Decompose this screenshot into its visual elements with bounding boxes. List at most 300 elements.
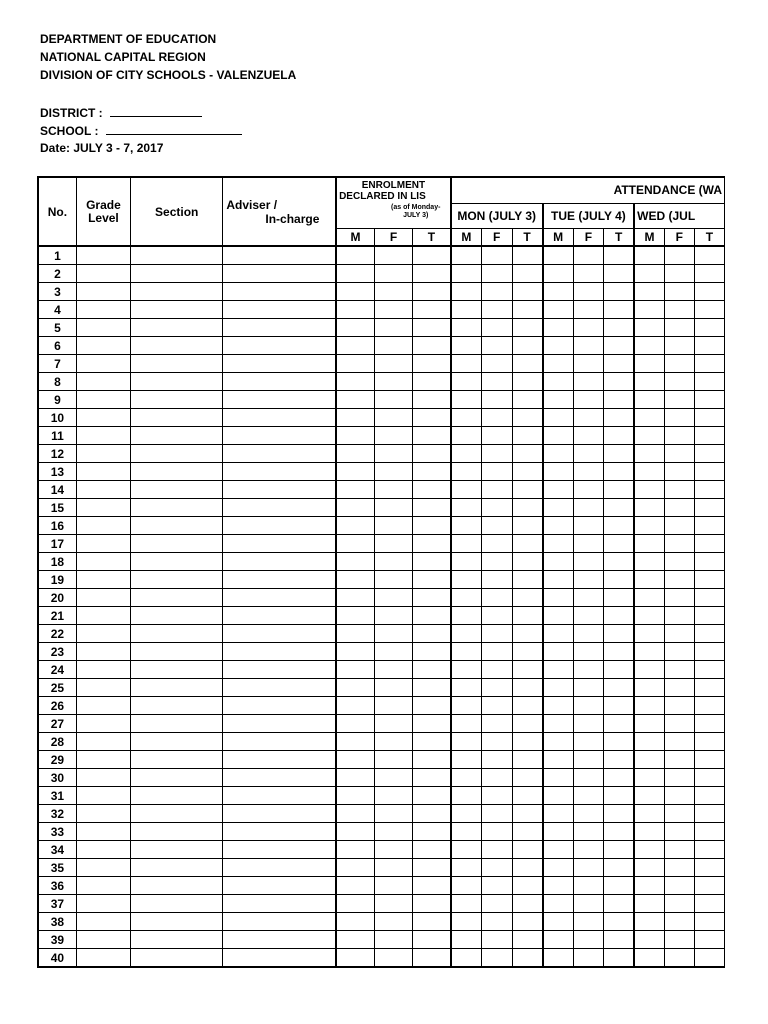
table-cell[interactable] xyxy=(634,337,664,355)
table-cell[interactable] xyxy=(664,661,694,679)
table-cell[interactable] xyxy=(512,246,543,265)
table-cell[interactable] xyxy=(604,913,635,931)
table-cell[interactable] xyxy=(451,535,482,553)
table-cell[interactable] xyxy=(76,283,130,301)
table-cell[interactable] xyxy=(634,535,664,553)
table-cell[interactable] xyxy=(413,949,451,968)
table-cell[interactable] xyxy=(76,553,130,571)
table-cell[interactable] xyxy=(131,913,223,931)
table-cell[interactable] xyxy=(573,355,603,373)
table-cell[interactable] xyxy=(512,895,543,913)
table-cell[interactable] xyxy=(336,535,374,553)
table-cell[interactable] xyxy=(374,535,412,553)
table-cell[interactable] xyxy=(76,625,130,643)
table-cell[interactable] xyxy=(223,751,336,769)
table-cell[interactable] xyxy=(694,661,724,679)
table-cell[interactable] xyxy=(694,877,724,895)
table-cell[interactable] xyxy=(694,265,724,283)
table-cell[interactable] xyxy=(664,355,694,373)
table-cell[interactable] xyxy=(413,571,451,589)
table-cell[interactable] xyxy=(512,625,543,643)
table-cell[interactable] xyxy=(664,895,694,913)
table-cell[interactable] xyxy=(336,697,374,715)
table-cell[interactable] xyxy=(543,391,574,409)
table-cell[interactable] xyxy=(76,265,130,283)
table-cell[interactable] xyxy=(374,607,412,625)
table-cell[interactable] xyxy=(604,246,635,265)
table-cell[interactable] xyxy=(694,319,724,337)
table-cell[interactable] xyxy=(573,246,603,265)
table-cell[interactable] xyxy=(223,589,336,607)
table-cell[interactable] xyxy=(512,877,543,895)
table-cell[interactable] xyxy=(374,733,412,751)
table-cell[interactable] xyxy=(543,246,574,265)
table-cell[interactable] xyxy=(374,913,412,931)
table-cell[interactable] xyxy=(374,661,412,679)
table-cell[interactable] xyxy=(374,265,412,283)
table-cell[interactable] xyxy=(694,751,724,769)
table-cell[interactable] xyxy=(223,877,336,895)
table-cell[interactable] xyxy=(604,283,635,301)
table-cell[interactable] xyxy=(76,427,130,445)
table-cell[interactable] xyxy=(512,553,543,571)
table-cell[interactable] xyxy=(131,319,223,337)
table-cell[interactable] xyxy=(481,679,512,697)
table-cell[interactable] xyxy=(604,409,635,427)
table-cell[interactable] xyxy=(413,859,451,877)
table-cell[interactable] xyxy=(604,589,635,607)
table-cell[interactable] xyxy=(604,931,635,949)
table-cell[interactable] xyxy=(76,373,130,391)
table-cell[interactable] xyxy=(413,445,451,463)
table-cell[interactable] xyxy=(664,823,694,841)
table-cell[interactable] xyxy=(131,301,223,319)
table-cell[interactable] xyxy=(223,823,336,841)
table-cell[interactable] xyxy=(604,391,635,409)
table-cell[interactable] xyxy=(694,283,724,301)
table-cell[interactable] xyxy=(512,337,543,355)
table-cell[interactable] xyxy=(336,715,374,733)
table-cell[interactable] xyxy=(481,391,512,409)
table-cell[interactable] xyxy=(481,733,512,751)
table-cell[interactable] xyxy=(131,841,223,859)
table-cell[interactable] xyxy=(223,409,336,427)
table-cell[interactable] xyxy=(634,679,664,697)
table-cell[interactable] xyxy=(694,553,724,571)
table-cell[interactable] xyxy=(131,463,223,481)
table-cell[interactable] xyxy=(413,319,451,337)
table-cell[interactable] xyxy=(451,841,482,859)
table-cell[interactable] xyxy=(131,859,223,877)
table-cell[interactable] xyxy=(451,697,482,715)
table-cell[interactable] xyxy=(413,553,451,571)
table-cell[interactable] xyxy=(694,517,724,535)
table-cell[interactable] xyxy=(694,805,724,823)
table-cell[interactable] xyxy=(694,499,724,517)
table-cell[interactable] xyxy=(223,931,336,949)
table-cell[interactable] xyxy=(76,499,130,517)
table-cell[interactable] xyxy=(131,517,223,535)
table-cell[interactable] xyxy=(336,607,374,625)
table-cell[interactable] xyxy=(604,877,635,895)
table-cell[interactable] xyxy=(336,751,374,769)
table-cell[interactable] xyxy=(512,481,543,499)
table-cell[interactable] xyxy=(413,246,451,265)
table-cell[interactable] xyxy=(481,823,512,841)
table-cell[interactable] xyxy=(634,301,664,319)
table-cell[interactable] xyxy=(543,697,574,715)
table-cell[interactable] xyxy=(76,571,130,589)
table-cell[interactable] xyxy=(664,751,694,769)
table-cell[interactable] xyxy=(451,517,482,535)
table-cell[interactable] xyxy=(451,589,482,607)
table-cell[interactable] xyxy=(374,517,412,535)
table-cell[interactable] xyxy=(131,409,223,427)
table-cell[interactable] xyxy=(664,409,694,427)
table-cell[interactable] xyxy=(543,607,574,625)
table-cell[interactable] xyxy=(694,715,724,733)
table-cell[interactable] xyxy=(694,679,724,697)
table-cell[interactable] xyxy=(694,769,724,787)
table-cell[interactable] xyxy=(604,481,635,499)
table-cell[interactable] xyxy=(336,931,374,949)
table-cell[interactable] xyxy=(664,805,694,823)
table-cell[interactable] xyxy=(604,805,635,823)
table-cell[interactable] xyxy=(573,535,603,553)
table-cell[interactable] xyxy=(374,445,412,463)
table-cell[interactable] xyxy=(131,715,223,733)
table-cell[interactable] xyxy=(223,265,336,283)
table-cell[interactable] xyxy=(76,589,130,607)
table-cell[interactable] xyxy=(512,355,543,373)
table-cell[interactable] xyxy=(694,787,724,805)
table-cell[interactable] xyxy=(374,246,412,265)
table-cell[interactable] xyxy=(694,427,724,445)
table-cell[interactable] xyxy=(481,949,512,968)
table-cell[interactable] xyxy=(481,409,512,427)
table-cell[interactable] xyxy=(634,319,664,337)
table-cell[interactable] xyxy=(76,787,130,805)
table-cell[interactable] xyxy=(223,607,336,625)
table-cell[interactable] xyxy=(374,787,412,805)
table-cell[interactable] xyxy=(664,913,694,931)
table-cell[interactable] xyxy=(512,697,543,715)
table-cell[interactable] xyxy=(573,283,603,301)
table-cell[interactable] xyxy=(131,427,223,445)
table-cell[interactable] xyxy=(543,589,574,607)
table-cell[interactable] xyxy=(336,769,374,787)
table-cell[interactable] xyxy=(131,391,223,409)
table-cell[interactable] xyxy=(336,301,374,319)
table-cell[interactable] xyxy=(374,769,412,787)
table-cell[interactable] xyxy=(451,319,482,337)
table-cell[interactable] xyxy=(336,787,374,805)
table-cell[interactable] xyxy=(664,337,694,355)
table-cell[interactable] xyxy=(76,661,130,679)
table-cell[interactable] xyxy=(694,445,724,463)
table-cell[interactable] xyxy=(131,481,223,499)
table-cell[interactable] xyxy=(76,931,130,949)
table-cell[interactable] xyxy=(481,283,512,301)
table-cell[interactable] xyxy=(374,571,412,589)
table-cell[interactable] xyxy=(481,499,512,517)
table-cell[interactable] xyxy=(223,571,336,589)
table-cell[interactable] xyxy=(573,499,603,517)
table-cell[interactable] xyxy=(512,733,543,751)
table-cell[interactable] xyxy=(451,553,482,571)
table-cell[interactable] xyxy=(604,895,635,913)
table-cell[interactable] xyxy=(451,445,482,463)
table-cell[interactable] xyxy=(223,427,336,445)
table-cell[interactable] xyxy=(374,553,412,571)
table-cell[interactable] xyxy=(573,463,603,481)
table-cell[interactable] xyxy=(451,391,482,409)
table-cell[interactable] xyxy=(451,769,482,787)
table-cell[interactable] xyxy=(481,265,512,283)
table-cell[interactable] xyxy=(336,283,374,301)
table-cell[interactable] xyxy=(634,787,664,805)
table-cell[interactable] xyxy=(336,319,374,337)
table-cell[interactable] xyxy=(512,517,543,535)
table-cell[interactable] xyxy=(76,877,130,895)
table-cell[interactable] xyxy=(634,715,664,733)
table-cell[interactable] xyxy=(664,571,694,589)
table-cell[interactable] xyxy=(573,589,603,607)
table-cell[interactable] xyxy=(694,895,724,913)
table-cell[interactable] xyxy=(543,319,574,337)
table-cell[interactable] xyxy=(481,715,512,733)
table-cell[interactable] xyxy=(336,841,374,859)
table-cell[interactable] xyxy=(543,499,574,517)
table-cell[interactable] xyxy=(76,823,130,841)
table-cell[interactable] xyxy=(481,246,512,265)
table-cell[interactable] xyxy=(634,445,664,463)
table-cell[interactable] xyxy=(634,697,664,715)
table-cell[interactable] xyxy=(694,481,724,499)
table-cell[interactable] xyxy=(76,607,130,625)
table-cell[interactable] xyxy=(374,895,412,913)
table-cell[interactable] xyxy=(604,355,635,373)
table-cell[interactable] xyxy=(543,949,574,968)
table-cell[interactable] xyxy=(604,949,635,968)
table-cell[interactable] xyxy=(694,589,724,607)
table-cell[interactable] xyxy=(336,463,374,481)
table-cell[interactable] xyxy=(604,535,635,553)
table-cell[interactable] xyxy=(451,643,482,661)
table-cell[interactable] xyxy=(223,715,336,733)
table-cell[interactable] xyxy=(481,571,512,589)
table-cell[interactable] xyxy=(131,895,223,913)
table-cell[interactable] xyxy=(451,679,482,697)
table-cell[interactable] xyxy=(664,859,694,877)
table-cell[interactable] xyxy=(481,877,512,895)
table-cell[interactable] xyxy=(512,607,543,625)
table-cell[interactable] xyxy=(451,265,482,283)
table-cell[interactable] xyxy=(543,571,574,589)
table-cell[interactable] xyxy=(512,661,543,679)
table-cell[interactable] xyxy=(604,697,635,715)
table-cell[interactable] xyxy=(374,625,412,643)
table-cell[interactable] xyxy=(76,246,130,265)
table-cell[interactable] xyxy=(374,463,412,481)
table-cell[interactable] xyxy=(634,733,664,751)
table-cell[interactable] xyxy=(451,823,482,841)
table-cell[interactable] xyxy=(694,373,724,391)
table-cell[interactable] xyxy=(573,445,603,463)
table-cell[interactable] xyxy=(336,895,374,913)
table-cell[interactable] xyxy=(634,391,664,409)
table-cell[interactable] xyxy=(374,931,412,949)
table-cell[interactable] xyxy=(512,319,543,337)
district-blank-line[interactable] xyxy=(110,105,202,117)
table-cell[interactable] xyxy=(451,751,482,769)
table-cell[interactable] xyxy=(543,661,574,679)
table-cell[interactable] xyxy=(512,715,543,733)
table-cell[interactable] xyxy=(573,751,603,769)
table-cell[interactable] xyxy=(223,445,336,463)
table-cell[interactable] xyxy=(664,931,694,949)
table-cell[interactable] xyxy=(604,643,635,661)
table-cell[interactable] xyxy=(512,643,543,661)
table-cell[interactable] xyxy=(451,481,482,499)
table-cell[interactable] xyxy=(512,445,543,463)
table-cell[interactable] xyxy=(336,265,374,283)
table-cell[interactable] xyxy=(451,409,482,427)
table-cell[interactable] xyxy=(664,553,694,571)
table-cell[interactable] xyxy=(374,283,412,301)
table-cell[interactable] xyxy=(664,715,694,733)
table-cell[interactable] xyxy=(481,445,512,463)
table-cell[interactable] xyxy=(336,517,374,535)
table-cell[interactable] xyxy=(481,841,512,859)
table-cell[interactable] xyxy=(374,697,412,715)
table-cell[interactable] xyxy=(223,949,336,968)
table-cell[interactable] xyxy=(512,949,543,968)
table-cell[interactable] xyxy=(451,607,482,625)
table-cell[interactable] xyxy=(374,589,412,607)
table-cell[interactable] xyxy=(694,607,724,625)
table-cell[interactable] xyxy=(131,877,223,895)
table-cell[interactable] xyxy=(694,859,724,877)
table-cell[interactable] xyxy=(512,589,543,607)
table-cell[interactable] xyxy=(634,931,664,949)
table-cell[interactable] xyxy=(573,661,603,679)
table-cell[interactable] xyxy=(336,499,374,517)
table-cell[interactable] xyxy=(664,697,694,715)
table-cell[interactable] xyxy=(543,895,574,913)
table-cell[interactable] xyxy=(634,769,664,787)
table-cell[interactable] xyxy=(131,679,223,697)
table-cell[interactable] xyxy=(451,715,482,733)
table-cell[interactable] xyxy=(573,571,603,589)
table-cell[interactable] xyxy=(223,246,336,265)
table-cell[interactable] xyxy=(336,481,374,499)
table-cell[interactable] xyxy=(543,355,574,373)
table-cell[interactable] xyxy=(413,607,451,625)
table-cell[interactable] xyxy=(512,679,543,697)
table-cell[interactable] xyxy=(131,571,223,589)
table-cell[interactable] xyxy=(336,445,374,463)
table-cell[interactable] xyxy=(512,931,543,949)
table-cell[interactable] xyxy=(604,445,635,463)
table-cell[interactable] xyxy=(131,589,223,607)
table-cell[interactable] xyxy=(634,571,664,589)
table-cell[interactable] xyxy=(573,481,603,499)
table-cell[interactable] xyxy=(634,409,664,427)
table-cell[interactable] xyxy=(634,625,664,643)
table-cell[interactable] xyxy=(76,463,130,481)
table-cell[interactable] xyxy=(573,553,603,571)
table-cell[interactable] xyxy=(413,373,451,391)
table-cell[interactable] xyxy=(604,517,635,535)
table-cell[interactable] xyxy=(573,409,603,427)
table-cell[interactable] xyxy=(336,355,374,373)
table-cell[interactable] xyxy=(543,337,574,355)
table-cell[interactable] xyxy=(481,463,512,481)
table-cell[interactable] xyxy=(634,913,664,931)
table-cell[interactable] xyxy=(336,805,374,823)
table-cell[interactable] xyxy=(76,715,130,733)
table-cell[interactable] xyxy=(481,895,512,913)
table-cell[interactable] xyxy=(131,373,223,391)
table-cell[interactable] xyxy=(573,931,603,949)
table-cell[interactable] xyxy=(131,355,223,373)
table-cell[interactable] xyxy=(413,733,451,751)
table-cell[interactable] xyxy=(131,625,223,643)
table-cell[interactable] xyxy=(634,841,664,859)
table-cell[interactable] xyxy=(451,283,482,301)
table-cell[interactable] xyxy=(451,463,482,481)
table-cell[interactable] xyxy=(451,499,482,517)
table-cell[interactable] xyxy=(336,589,374,607)
table-cell[interactable] xyxy=(694,841,724,859)
table-cell[interactable] xyxy=(481,337,512,355)
table-cell[interactable] xyxy=(481,913,512,931)
table-cell[interactable] xyxy=(223,769,336,787)
table-cell[interactable] xyxy=(694,931,724,949)
table-cell[interactable] xyxy=(374,643,412,661)
table-cell[interactable] xyxy=(664,246,694,265)
table-cell[interactable] xyxy=(413,643,451,661)
table-cell[interactable] xyxy=(573,733,603,751)
table-cell[interactable] xyxy=(543,463,574,481)
table-cell[interactable] xyxy=(543,769,574,787)
table-cell[interactable] xyxy=(481,319,512,337)
table-cell[interactable] xyxy=(131,787,223,805)
table-cell[interactable] xyxy=(694,463,724,481)
table-cell[interactable] xyxy=(512,409,543,427)
table-cell[interactable] xyxy=(451,913,482,931)
table-cell[interactable] xyxy=(634,283,664,301)
table-cell[interactable] xyxy=(413,499,451,517)
table-cell[interactable] xyxy=(694,571,724,589)
table-cell[interactable] xyxy=(76,805,130,823)
table-cell[interactable] xyxy=(664,589,694,607)
table-cell[interactable] xyxy=(543,733,574,751)
table-cell[interactable] xyxy=(131,733,223,751)
table-cell[interactable] xyxy=(694,823,724,841)
table-cell[interactable] xyxy=(543,517,574,535)
table-cell[interactable] xyxy=(664,373,694,391)
table-cell[interactable] xyxy=(604,661,635,679)
table-cell[interactable] xyxy=(131,283,223,301)
table-cell[interactable] xyxy=(634,607,664,625)
table-cell[interactable] xyxy=(604,553,635,571)
table-cell[interactable] xyxy=(573,319,603,337)
table-cell[interactable] xyxy=(131,535,223,553)
table-cell[interactable] xyxy=(413,391,451,409)
table-cell[interactable] xyxy=(336,949,374,968)
